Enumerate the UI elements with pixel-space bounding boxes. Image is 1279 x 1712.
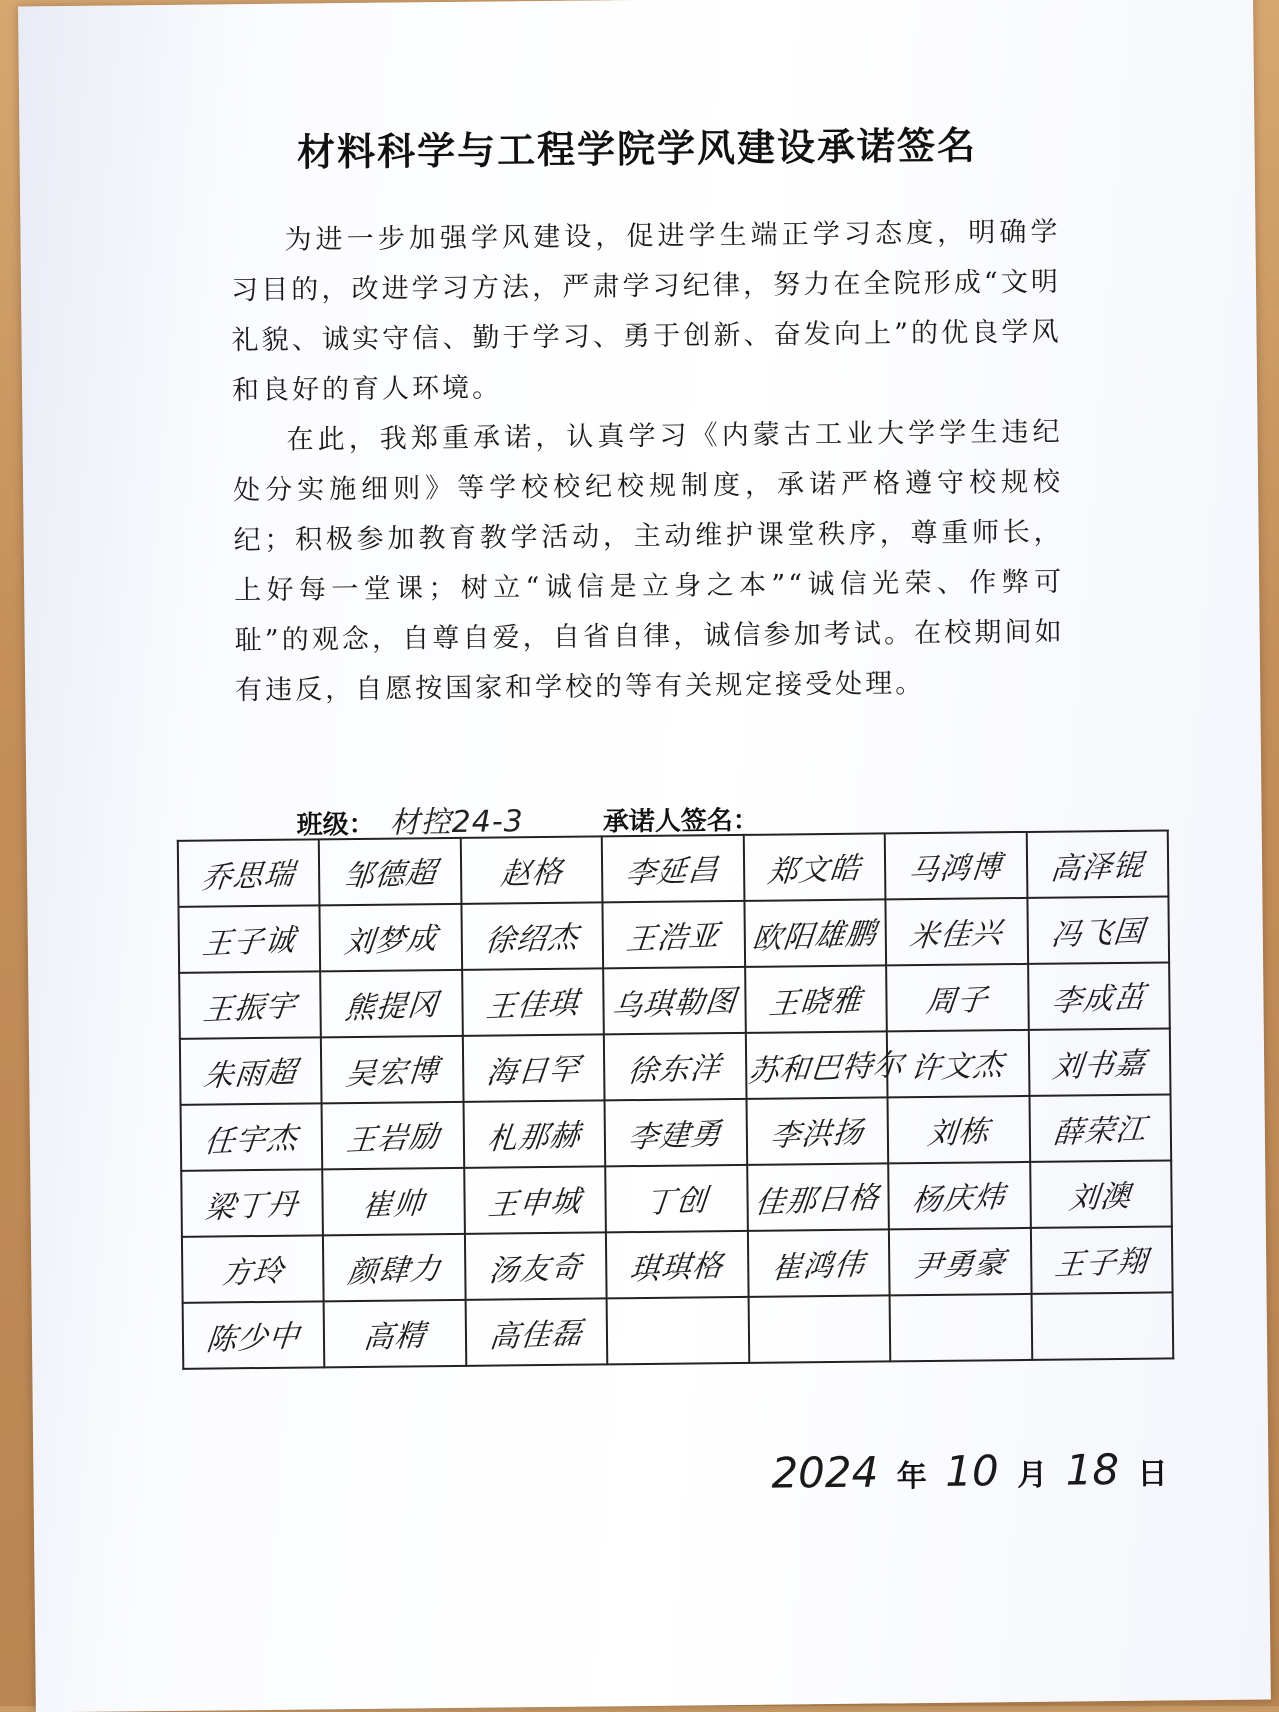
- signature-name: 王子诚: [200, 922, 298, 963]
- signature-name: 梁丁丹: [203, 1186, 301, 1227]
- signature-name: 王振宇: [201, 988, 299, 1029]
- signature-name: 琪琪格: [628, 1248, 726, 1288]
- signature-cell: [1030, 1160, 1172, 1227]
- signature-row: [183, 1292, 1174, 1368]
- signature-name: 刘栋: [925, 1114, 992, 1153]
- signature-name: 海日罕: [485, 1052, 582, 1092]
- pledge-paragraph-1: 为进一步加强学风建设，促进学生端正学习态度，明确学习目的，改进学习方法，严肃学习纪律，努力在全院形成“文明礼貌、诚实守信、勤于学习、勇于创新、奋发向上”的优良学风和良好的育人环境。: [230, 216, 1062, 407]
- signature-name: 周子: [924, 982, 990, 1021]
- signature-name: 欧阳雄鹏: [750, 916, 879, 957]
- signature-cell: [181, 1169, 323, 1236]
- signature-name: 刘书嘉: [1050, 1046, 1148, 1086]
- signature-label: 承诺人签名：: [602, 805, 760, 838]
- signature-cell: [743, 833, 885, 900]
- signature-row: [181, 1094, 1172, 1170]
- signature-name: 高佳磊: [487, 1315, 585, 1356]
- signature-cell: [607, 1297, 749, 1364]
- signature-cell: [178, 905, 320, 972]
- signature-name: 刘梦成: [342, 921, 439, 961]
- signature-cell: [604, 1033, 746, 1100]
- signature-cell: [465, 1232, 607, 1299]
- signature-cell: [1029, 1094, 1171, 1161]
- signature-cell: [1027, 896, 1169, 963]
- signature-name: 刘澳: [1067, 1178, 1134, 1217]
- signature-cell: [885, 832, 1027, 899]
- signature-name: 高泽锟: [1048, 848, 1146, 888]
- signature-cell: [748, 1229, 890, 1296]
- signature-name: 王佳琪: [484, 986, 582, 1026]
- date-year: 2024: [771, 1447, 879, 1498]
- signature-row: [178, 830, 1169, 906]
- signature-cell: [747, 1163, 889, 1230]
- signature-name: 颜肆力: [345, 1251, 443, 1291]
- signature-name: 米佳兴: [907, 915, 1005, 955]
- signature-name: 杨庆炜: [910, 1179, 1008, 1219]
- signature-name: 佳那日格: [753, 1180, 882, 1221]
- date-year-unit: 年: [896, 1459, 928, 1495]
- signature-cell: [886, 898, 1028, 965]
- signature-cell: [323, 1168, 465, 1235]
- date-day: 18: [1065, 1445, 1120, 1495]
- signature-name: 李洪扬: [768, 1115, 866, 1155]
- class-label: 班级：: [296, 809, 375, 841]
- signature-cell: [462, 968, 604, 1035]
- signature-row: [181, 1160, 1172, 1236]
- signature-name: 丁创: [643, 1183, 709, 1222]
- signature-cell: [319, 838, 461, 905]
- signature-cell: [1028, 1028, 1170, 1095]
- signature-cell: [322, 1102, 464, 1169]
- document-title: 材料科学与工程学院学风建设承诺签名: [296, 122, 978, 175]
- signature-cell: [1030, 1226, 1172, 1293]
- signature-cell: [602, 835, 744, 902]
- signature-name: 吴宏博: [343, 1053, 441, 1093]
- signature-name: 熊提冈: [342, 987, 440, 1027]
- signature-cell: [1026, 830, 1168, 897]
- signature-cell: [182, 1235, 324, 1302]
- signature-name: 薛荣江: [1051, 1112, 1149, 1152]
- signature-cell: [183, 1301, 325, 1368]
- signature-row: [180, 1028, 1171, 1104]
- signature-cell: [320, 904, 462, 971]
- signature-cell: [180, 1037, 322, 1104]
- signature-cell: [888, 1096, 1030, 1163]
- signature-cell: [889, 1228, 1031, 1295]
- date-month-unit: 月: [1016, 1457, 1048, 1494]
- signature-cell: [606, 1231, 748, 1298]
- signature-cell: [321, 1036, 463, 1103]
- signature-name: 马鸿博: [907, 849, 1004, 889]
- signature-cell: [745, 965, 887, 1032]
- signature-name: 高精: [361, 1318, 428, 1357]
- signature-name: 任宇杰: [202, 1120, 300, 1161]
- signature-name: 郑文皓: [765, 851, 863, 891]
- signature-row: [178, 896, 1169, 972]
- signature-name: 徐绍杰: [483, 920, 581, 960]
- signature-name: 徐东洋: [626, 1050, 724, 1090]
- signature-cell: [323, 1234, 465, 1301]
- signature-name: 李建勇: [627, 1116, 724, 1156]
- pledge-body: [230, 208, 1065, 717]
- signature-name: 朱雨超: [202, 1054, 299, 1095]
- signature-name: 王申城: [486, 1183, 584, 1224]
- signature-cell: [746, 1097, 888, 1164]
- signature-name: 许文杰: [909, 1047, 1006, 1087]
- signature-name: 方玲: [219, 1253, 286, 1292]
- signature-name: 赵格: [498, 854, 565, 893]
- signature-cell: [1028, 962, 1170, 1029]
- signature-name: 邹德超: [341, 855, 439, 895]
- signature-cell: [465, 1298, 607, 1365]
- signature-cell: [461, 836, 603, 903]
- signature-cell: [321, 970, 463, 1037]
- signature-cell: [748, 1295, 890, 1362]
- signature-row: [179, 962, 1170, 1038]
- signature-name: 陈少中: [204, 1318, 302, 1359]
- signature-cell: [464, 1166, 606, 1233]
- signature-name: 乔思瑞: [200, 856, 297, 897]
- signature-name: 李延昌: [624, 852, 722, 892]
- signature-cell: [888, 1162, 1030, 1229]
- signature-cell: [605, 1099, 747, 1166]
- signature-row: [182, 1226, 1173, 1302]
- date-day-unit: 日: [1137, 1456, 1168, 1492]
- signature-cell: [746, 1031, 906, 1098]
- signature-cell: [463, 1100, 605, 1167]
- signature-cell: [603, 901, 745, 968]
- signature-cell: [886, 964, 1028, 1031]
- signature-name: 李成茁: [1050, 980, 1147, 1020]
- signature-cell: [463, 1034, 605, 1101]
- signature-cell: [461, 902, 603, 969]
- signature-name: 汤友奇: [487, 1249, 584, 1290]
- signature-cell: [603, 967, 745, 1034]
- pledge-paragraph-2: 在此，我郑重承诺，认真学习《内蒙古工业大学学生违纪处分实施细则》等学校校纪校规制度，承诺严格遵守校规校纪；积极参加教育教学活动，主动维护课堂秩序，尊重师长，上好每一堂课；树立“诚信是立身之本”“诚信光荣、作弊可耻”的观念，自尊自爱，自省自律，诚信参加考试。在校期间如有违反，自愿按国家和学校的等有关规定接受处理。: [232, 416, 1065, 707]
- signature-name: 王子翔: [1052, 1244, 1150, 1284]
- signature-cell: [1031, 1292, 1173, 1359]
- pledge-sheet: [18, 0, 1271, 1712]
- signature-name: 崔鸿伟: [769, 1247, 867, 1287]
- signature-name: 苏和巴特尔: [746, 1047, 906, 1090]
- class-value: 材控24-3: [389, 804, 524, 841]
- signature-cell: [890, 1294, 1032, 1361]
- signature-cell: [605, 1165, 747, 1232]
- signature-cell: [887, 1030, 1029, 1097]
- signature-cell: [179, 971, 321, 1038]
- signature-name: 王浩亚: [625, 918, 722, 958]
- signature-name: 冯飞国: [1049, 914, 1147, 954]
- signature-cell: [178, 839, 320, 906]
- signing-date: [763, 1445, 1168, 1498]
- date-month: 10: [944, 1446, 999, 1496]
- signature-name: 王岩励: [344, 1119, 442, 1159]
- signature-cell: [744, 899, 886, 966]
- signature-name: 乌琪勒图: [610, 983, 739, 1025]
- signature-name: 王晓雅: [767, 983, 864, 1023]
- signature-name: 札那赫: [485, 1118, 583, 1158]
- signature-cell: [181, 1103, 323, 1170]
- signature-name: 崔帅: [360, 1186, 427, 1225]
- signature-name: 尹勇豪: [911, 1245, 1009, 1285]
- signature-table: [177, 829, 1174, 1369]
- signature-cell: [324, 1300, 466, 1367]
